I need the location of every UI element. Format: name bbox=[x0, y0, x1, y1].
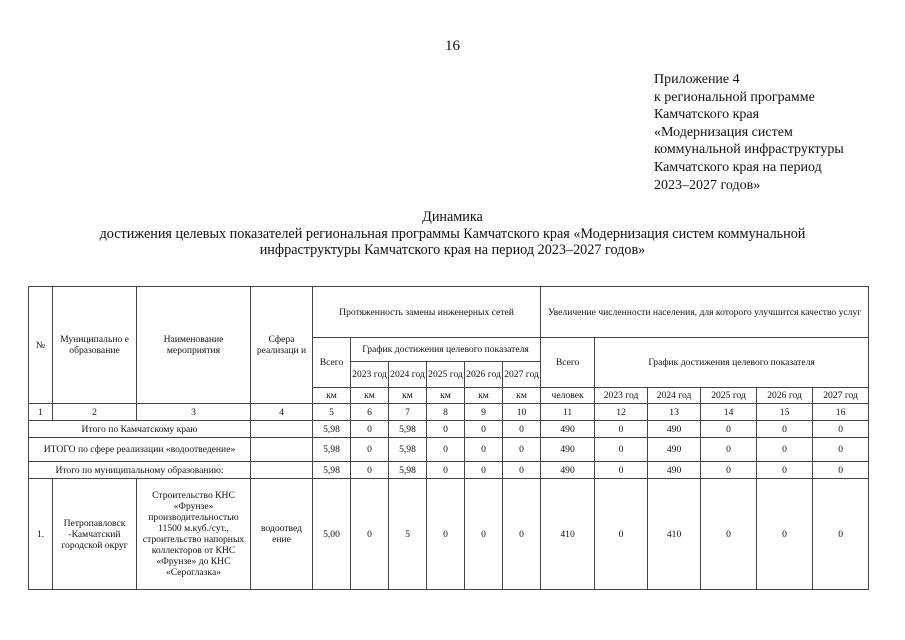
appendix-line: Камчатского края на период bbox=[654, 159, 822, 175]
header-networks-schedule: График достижения целевого показателя bbox=[351, 338, 541, 362]
row-value: 0 bbox=[427, 479, 465, 590]
summary-value: 0 bbox=[503, 462, 541, 479]
row-value: 5 bbox=[389, 479, 427, 590]
summary-value: 0 bbox=[465, 462, 503, 479]
summary-value: 0 bbox=[813, 438, 869, 462]
unit-people: человек bbox=[541, 388, 595, 404]
summary-row bbox=[29, 462, 869, 479]
header-year: 2026 год bbox=[757, 388, 813, 404]
summary-value: 0 bbox=[503, 421, 541, 438]
summary-value: 5,98 bbox=[313, 421, 351, 438]
header-activity: Наименование мероприятия bbox=[137, 287, 251, 404]
table-row bbox=[29, 479, 869, 590]
summary-value: 490 bbox=[648, 421, 701, 438]
row-value: 0 bbox=[813, 479, 869, 590]
summary-value: 490 bbox=[648, 462, 701, 479]
summary-value: 0 bbox=[595, 438, 648, 462]
summary-blank bbox=[251, 421, 313, 438]
row-value: 5,00 bbox=[313, 479, 351, 590]
appendix-line: к региональной программе bbox=[654, 89, 815, 105]
summary-value: 0 bbox=[465, 438, 503, 462]
column-number: 2 bbox=[53, 404, 137, 421]
row-activity: Строительство КНС «Фрунзе» производительностью 11500 м.куб./сут., строительство напорных коллекторов от КНС «Фрунзе» до КНС «Сероглазка» bbox=[137, 479, 251, 590]
row-municipality: Петропавловск -Камчатский городской округ bbox=[53, 479, 137, 590]
row-value: 410 bbox=[541, 479, 595, 590]
summary-value: 0 bbox=[595, 421, 648, 438]
heading-line: достижения целевых показателей региональная программы Камчатского края «Модернизация систем коммунальной bbox=[99, 225, 806, 242]
unit-km: км bbox=[313, 388, 351, 404]
header-year: 2027 год bbox=[503, 362, 541, 388]
header-year: 2024 год bbox=[648, 388, 701, 404]
summary-value: 0 bbox=[757, 462, 813, 479]
row-value: 0 bbox=[465, 479, 503, 590]
summary-value: 0 bbox=[701, 421, 757, 438]
unit-km: км bbox=[351, 388, 389, 404]
summary-value: 0 bbox=[813, 462, 869, 479]
summary-row bbox=[29, 421, 869, 438]
column-number: 12 bbox=[595, 404, 648, 421]
column-number: 4 bbox=[251, 404, 313, 421]
header-year: 2025 год bbox=[427, 362, 465, 388]
summary-value: 490 bbox=[541, 438, 595, 462]
summary-row bbox=[29, 438, 869, 462]
appendix-line: Приложение 4 bbox=[654, 72, 740, 87]
page-number: 16 bbox=[445, 38, 460, 54]
summary-label: Итого по Камчатскому краю bbox=[29, 421, 251, 438]
summary-value: 0 bbox=[503, 438, 541, 462]
header-population-schedule: График достижения целевого показателя bbox=[595, 338, 869, 388]
summary-value: 0 bbox=[351, 438, 389, 462]
summary-value: 0 bbox=[757, 438, 813, 462]
summary-value: 5,98 bbox=[389, 421, 427, 438]
header-num: № bbox=[29, 287, 53, 404]
column-number: 6 bbox=[351, 404, 389, 421]
column-number: 13 bbox=[648, 404, 701, 421]
appendix-line: 2023–2027 годов» bbox=[654, 177, 761, 193]
header-population-group: Увеличение численности населения, для которого улучшится качество услуг bbox=[541, 287, 869, 338]
heading-line: инфраструктуры Камчатского края на период 2023–2027 годов» bbox=[259, 242, 646, 258]
summary-value: 0 bbox=[427, 421, 465, 438]
summary-value: 0 bbox=[351, 462, 389, 479]
column-number: 3 bbox=[137, 404, 251, 421]
indicators-table bbox=[28, 286, 869, 590]
unit-km: км bbox=[427, 388, 465, 404]
column-number: 1 bbox=[29, 404, 53, 421]
document-heading bbox=[0, 209, 905, 259]
column-number: 14 bbox=[701, 404, 757, 421]
header-year: 2025 год bbox=[701, 388, 757, 404]
column-number: 7 bbox=[389, 404, 427, 421]
summary-value: 490 bbox=[541, 421, 595, 438]
summary-value: 0 bbox=[757, 421, 813, 438]
header-year: 2026 год bbox=[465, 362, 503, 388]
summary-value: 0 bbox=[595, 462, 648, 479]
appendix-line: «Модернизация систем bbox=[654, 124, 793, 140]
appendix-line: коммунальной инфраструктуры bbox=[654, 142, 844, 158]
header-population-total: Всего bbox=[541, 338, 595, 388]
row-value: 0 bbox=[351, 479, 389, 590]
summary-value: 0 bbox=[465, 421, 503, 438]
header-municipality: Муниципально е образование bbox=[53, 287, 137, 404]
summary-value: 5,98 bbox=[313, 462, 351, 479]
row-value: 0 bbox=[701, 479, 757, 590]
summary-value: 5,98 bbox=[389, 462, 427, 479]
row-value: 410 bbox=[648, 479, 701, 590]
header-sphere: Сфера реализаци и bbox=[251, 287, 313, 404]
summary-value: 0 bbox=[701, 462, 757, 479]
summary-value: 0 bbox=[427, 462, 465, 479]
row-value: 0 bbox=[757, 479, 813, 590]
summary-value: 0 bbox=[351, 421, 389, 438]
column-number: 9 bbox=[465, 404, 503, 421]
column-number: 16 bbox=[813, 404, 869, 421]
column-number: 5 bbox=[313, 404, 351, 421]
summary-value: 490 bbox=[648, 438, 701, 462]
heading-title: Динамика bbox=[422, 209, 483, 225]
row-value: 0 bbox=[595, 479, 648, 590]
unit-km: км bbox=[465, 388, 503, 404]
summary-label: Итого по муниципальному образованию: bbox=[29, 462, 251, 479]
summary-label: ИТОГО по сфере реализации «водоотведение» bbox=[29, 438, 251, 462]
appendix-line: Камчатского края bbox=[654, 107, 760, 123]
unit-km: км bbox=[389, 388, 427, 404]
summary-value: 490 bbox=[541, 462, 595, 479]
header-year: 2027 год bbox=[813, 388, 869, 404]
column-number: 15 bbox=[757, 404, 813, 421]
summary-value: 5,98 bbox=[313, 438, 351, 462]
summary-blank bbox=[251, 462, 313, 479]
row-sphere: водоотвед ение bbox=[251, 479, 313, 590]
summary-value: 5,98 bbox=[389, 438, 427, 462]
column-number: 10 bbox=[503, 404, 541, 421]
column-number: 11 bbox=[541, 404, 595, 421]
summary-value: 0 bbox=[701, 438, 757, 462]
header-networks-group: Протяженность замены инженерных сетей bbox=[313, 287, 541, 338]
header-year: 2023 год bbox=[351, 362, 389, 388]
header-year: 2024 год bbox=[389, 362, 427, 388]
summary-value: 0 bbox=[427, 438, 465, 462]
row-number: 1. bbox=[29, 479, 53, 590]
row-value: 0 bbox=[503, 479, 541, 590]
header-networks-total: Всего bbox=[313, 338, 351, 388]
column-number: 8 bbox=[427, 404, 465, 421]
summary-value: 0 bbox=[813, 421, 869, 438]
appendix-block bbox=[654, 71, 894, 194]
header-year: 2023 год bbox=[595, 388, 648, 404]
unit-km: км bbox=[503, 388, 541, 404]
summary-blank bbox=[251, 438, 313, 462]
